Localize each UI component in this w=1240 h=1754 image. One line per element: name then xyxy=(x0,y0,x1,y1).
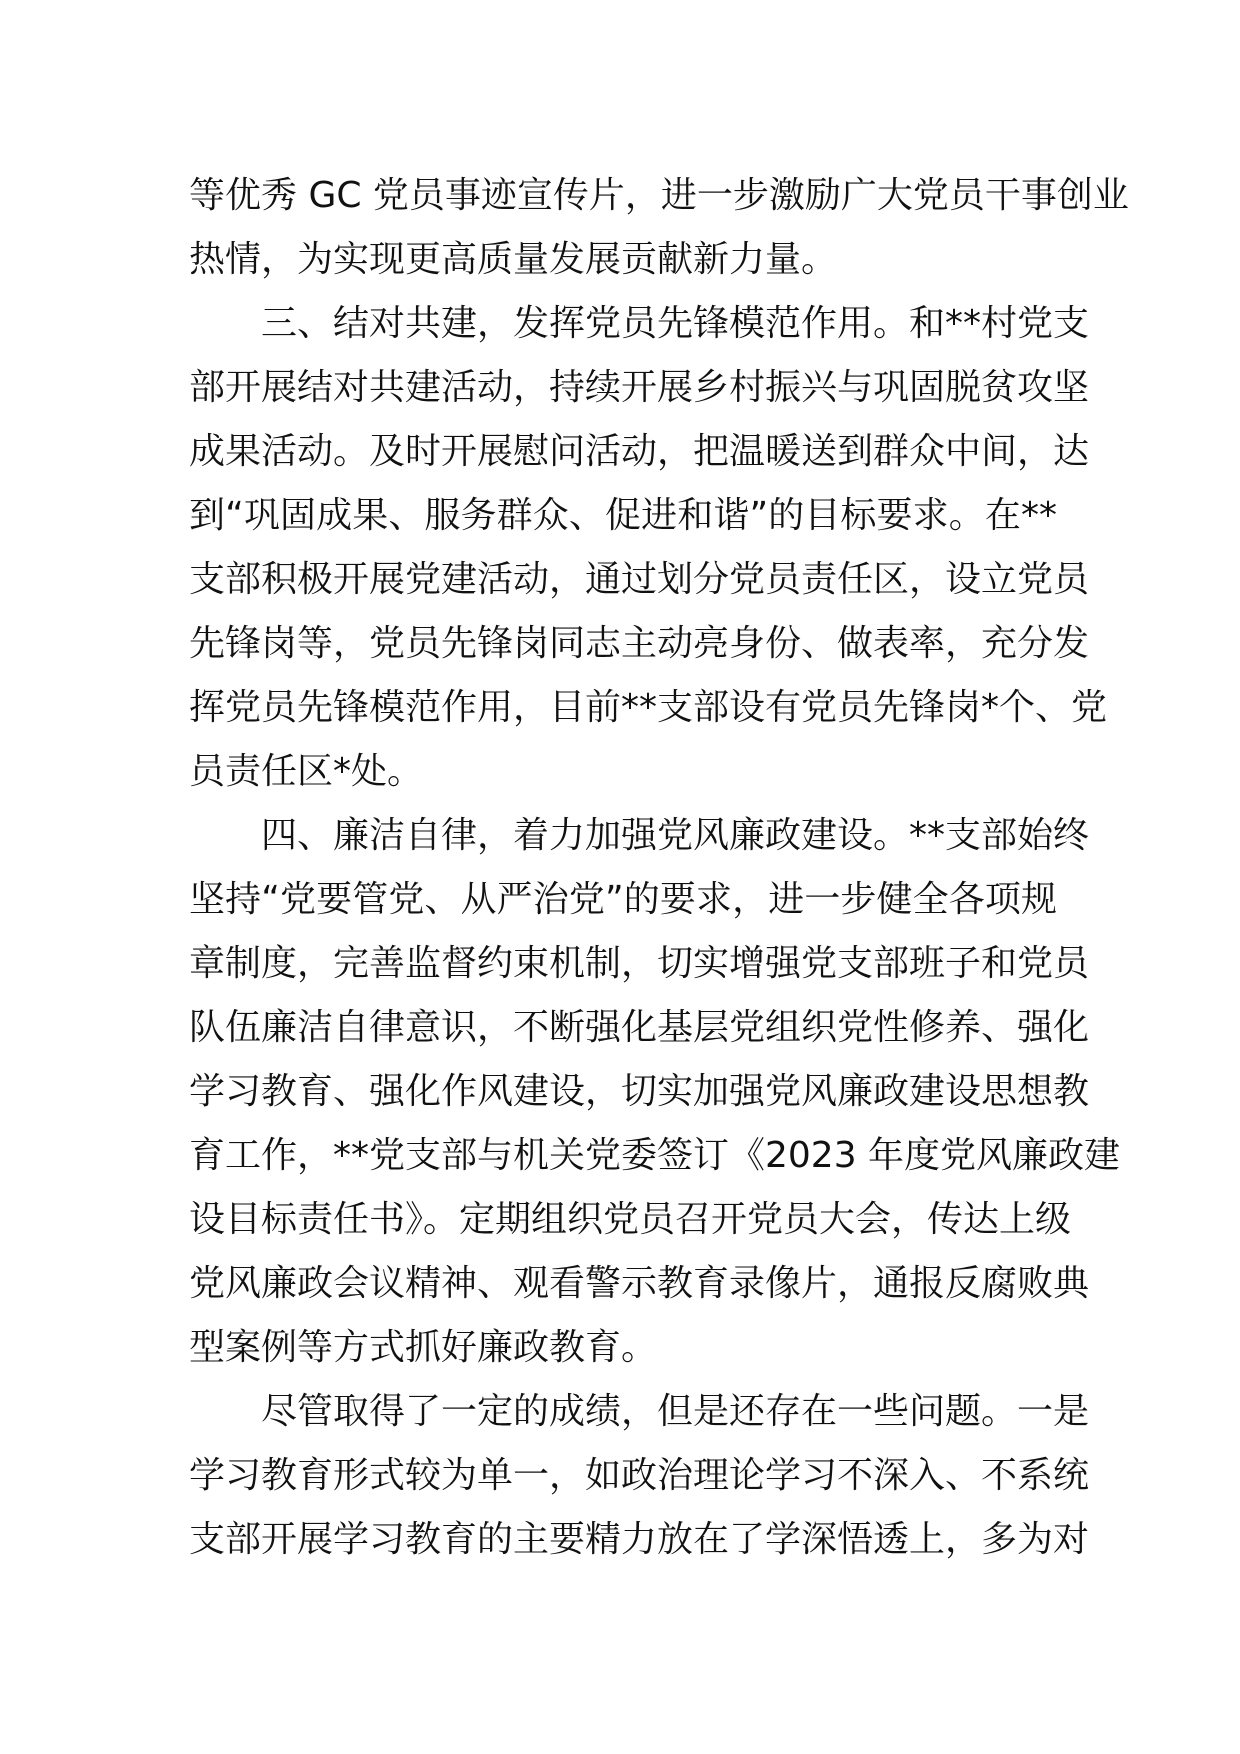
text-line: 设目标责任书》。定期组织党员召开党员大会，传达上级 xyxy=(189,1199,1072,1240)
text-line: 三、结对共建，发挥党员先锋模范作用。和**村党支 xyxy=(261,303,1090,344)
text-line: 热情，为实现更高质量发展贡献新力量。 xyxy=(189,239,838,280)
paragraph xyxy=(189,164,1129,292)
text-line: 学习教育、强化作风建设，切实加强党风廉政建设思想教 xyxy=(189,1071,1090,1112)
text-line: 等优秀 GC 党员事迹宣传片，进一步激励广大党员干事创业 xyxy=(189,175,1129,216)
text-line: 党风廉政会议精神、观看警示教育录像片，通报反腐败典 xyxy=(189,1263,1090,1304)
text-line: 四、廉洁自律，着力加强党风廉政建设。**支部始终 xyxy=(261,815,1090,856)
document-page xyxy=(189,164,1129,1572)
paragraph xyxy=(189,804,1121,1380)
text-line: 先锋岗等，党员先锋岗同志主动亮身份、做表率，充分发 xyxy=(189,623,1090,664)
text-line: 型案例等方式抓好廉政教育。 xyxy=(189,1327,658,1368)
text-line: 坚持“党要管党、从严治党”的要求，进一步健全各项规 xyxy=(189,879,1057,920)
text-line: 到“巩固成果、服务群众、促进和谐”的目标要求。在** xyxy=(189,495,1057,536)
paragraph xyxy=(189,1380,1090,1572)
text-line: 育工作，**党支部与机关党委签订《2023 年度党风廉政建 xyxy=(189,1135,1121,1176)
paragraph xyxy=(189,292,1108,804)
text-line: 员责任区*处。 xyxy=(189,751,424,792)
text-line: 成果活动。及时开展慰问活动，把温暖送到群众中间，达 xyxy=(189,431,1090,472)
text-line: 部开展结对共建活动，持续开展乡村振兴与巩固脱贫攻坚 xyxy=(189,367,1090,408)
text-line: 尽管取得了一定的成绩，但是还存在一些问题。一是 xyxy=(261,1391,1090,1432)
text-line: 章制度，完善监督约束机制，切实增强党支部班子和党员 xyxy=(189,943,1090,984)
text-line: 支部积极开展党建活动，通过划分党员责任区，设立党员 xyxy=(189,559,1090,600)
text-line: 学习教育形式较为单一，如政治理论学习不深入、不系统 xyxy=(189,1455,1090,1496)
text-line: 支部开展学习教育的主要精力放在了学深悟透上，多为对 xyxy=(189,1519,1090,1560)
text-line: 挥党员先锋模范作用，目前**支部设有党员先锋岗*个、党 xyxy=(189,687,1108,728)
text-line: 队伍廉洁自律意识，不断强化基层党组织党性修养、强化 xyxy=(189,1007,1090,1048)
